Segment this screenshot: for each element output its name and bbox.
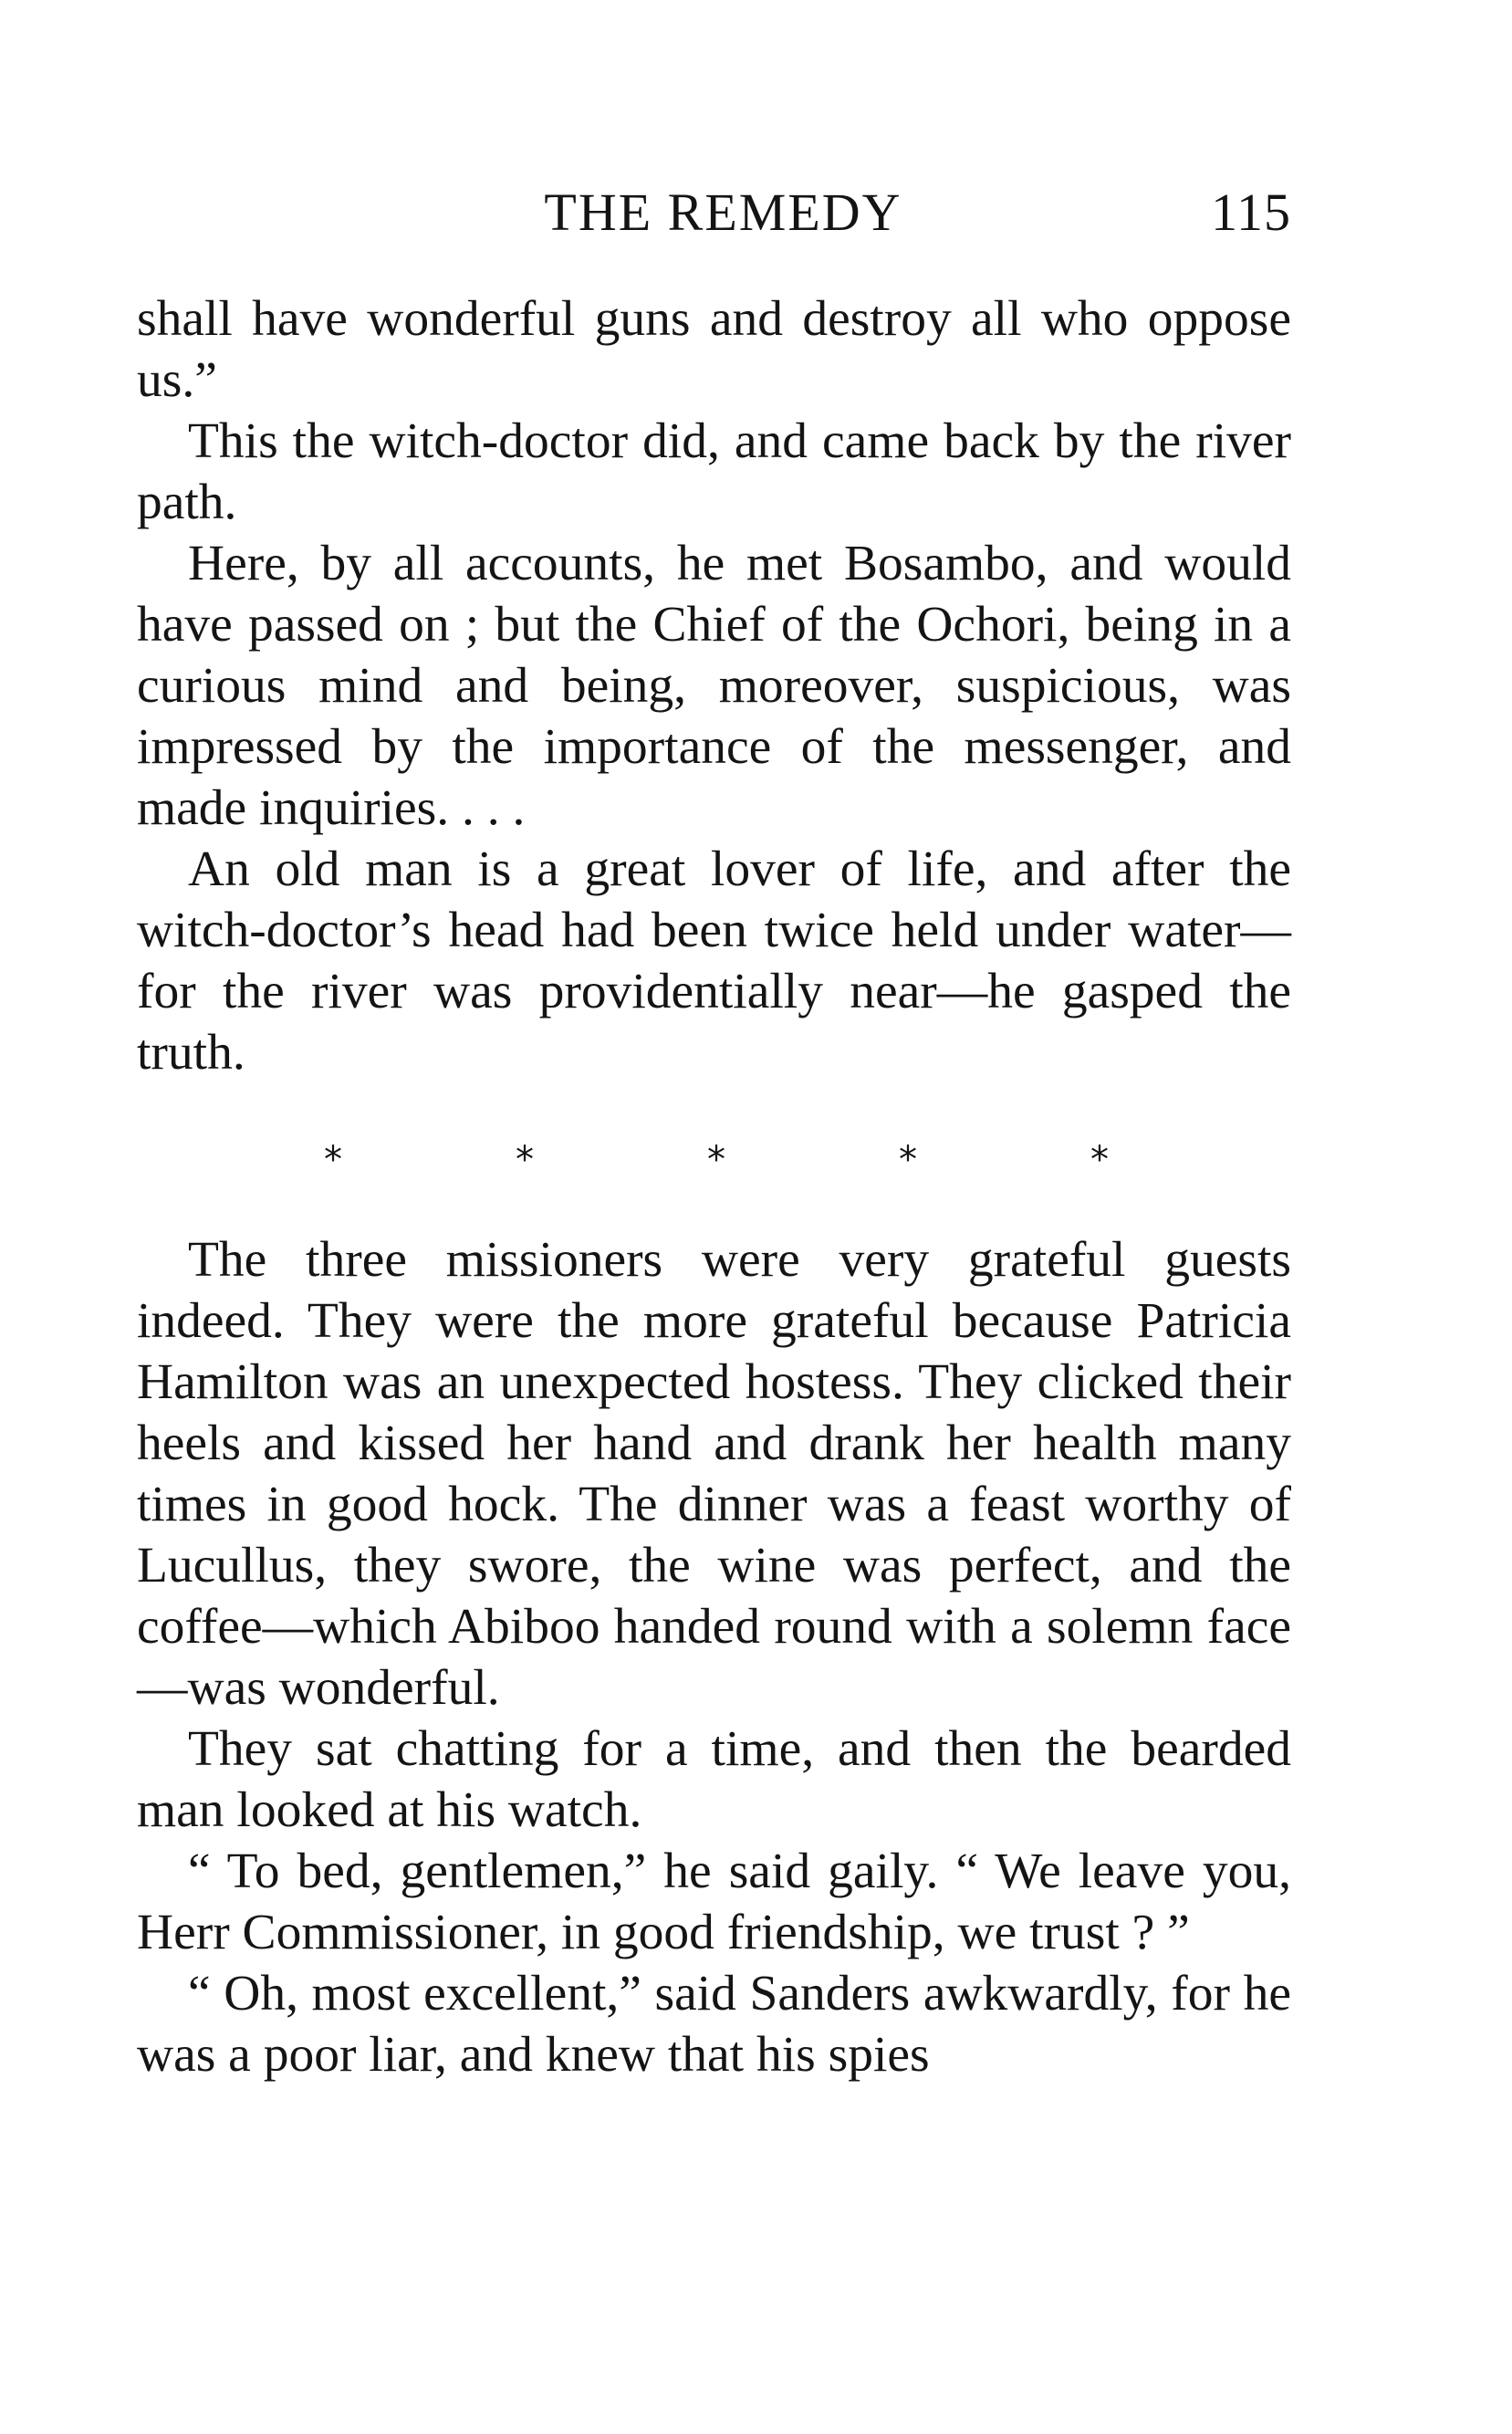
paragraph: They sat chatting for a time, and then the bearded man looked at his watch. xyxy=(137,1721,1291,1838)
paragraph: The three missioners were very grateful guests indeed. They were the more grateful because Patricia Hamilton was an unexpected hostess. They clicked their heels and kissed her hand and drank her health many times in good hock. The dinner was a feast worthy of Lucullus, they swore, the wine was perfect, and the coffee—which Abiboo handed round with a solemn face—was wonderful. xyxy=(137,1232,1291,1716)
section-break xyxy=(324,1139,1109,1181)
section-break-star: * xyxy=(324,1139,342,1181)
paragraph: “ To bed, gentlemen,” he said gaily. “ We leave you, Herr Commissioner, in good friendship, we trust ? ” xyxy=(137,1844,1291,1960)
section-break-star: * xyxy=(516,1139,534,1181)
section-break-star: * xyxy=(899,1139,917,1181)
paragraph: An old man is a great lover of life, and after the witch-doctor’s head had been twice held under water—for the river was providentially near—he gasped the truth. xyxy=(137,841,1291,1081)
paragraph: “ Oh, most excellent,” said Sanders awkwardly, for he was a poor liar, and knew that his spies xyxy=(137,1966,1291,2083)
page-header xyxy=(137,181,1291,254)
body-text xyxy=(137,288,1291,2085)
paragraph: shall have wonderful guns and destroy all who oppose us.” xyxy=(137,291,1291,408)
paragraph: This the witch-doctor did, and came back by the river path. xyxy=(137,413,1291,530)
section-break-star: * xyxy=(707,1139,725,1181)
paragraph: Here, by all accounts, he met Bosambo, and would have passed on ; but the Chief of the Ochori, being in a curious mind and being, moreover, suspicious, was impressed by the importance of the messenger, and made inquiries. . . . xyxy=(137,536,1291,836)
page-number: 115 xyxy=(1211,183,1291,242)
section-break-star: * xyxy=(1090,1139,1109,1181)
running-head: THE REMEDY xyxy=(544,183,902,242)
